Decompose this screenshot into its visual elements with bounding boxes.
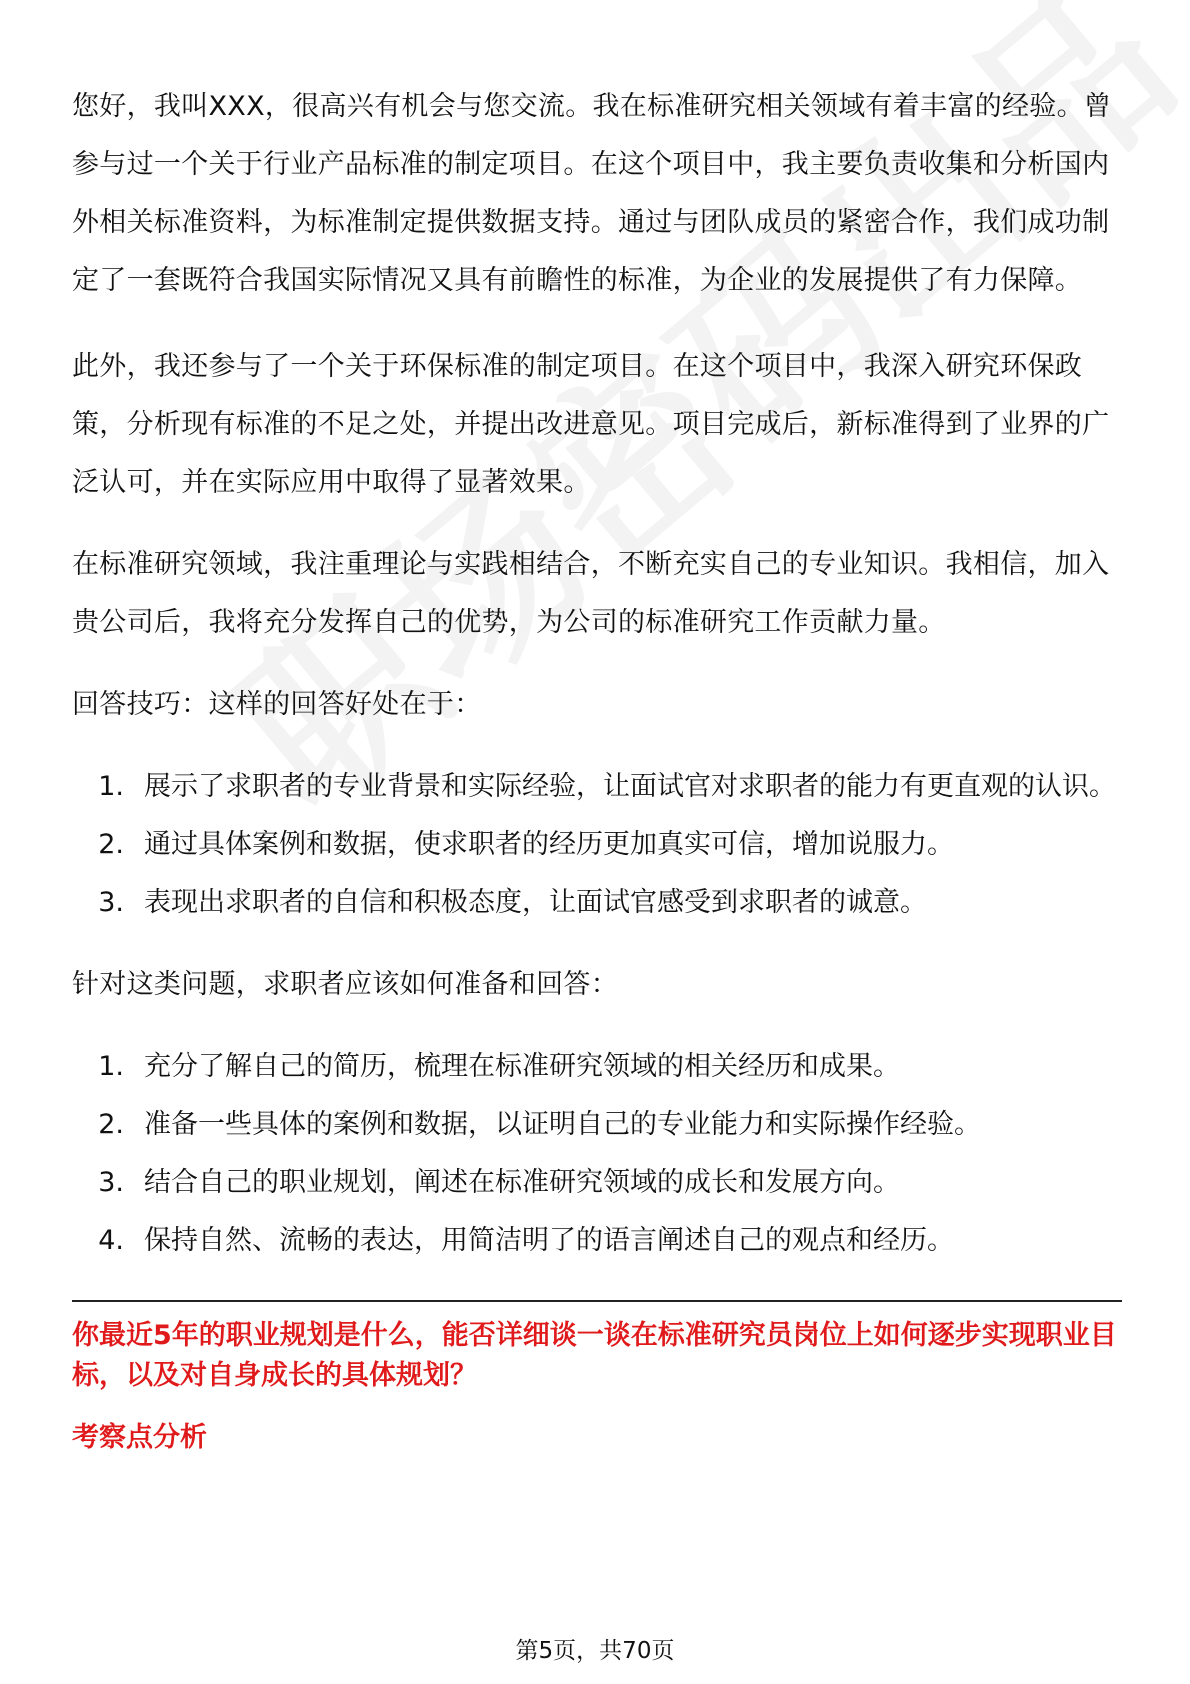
list-item <box>72 1154 1122 1212</box>
section-divider <box>72 1300 1122 1302</box>
tips-list <box>72 758 1122 932</box>
document-page <box>72 78 1122 1458</box>
list-text: 表现出求职者的自信和积极态度，让面试官感受到求职者的诚意。 <box>144 887 927 918</box>
list-text: 通过具体案例和数据，使求职者的经历更加真实可信，增加说服力。 <box>144 829 954 860</box>
next-question: 你最近5年的职业规划是什么，能否详细谈一谈在标准研究员岗位上如何逐步实现职业目标，以及对自身成长的具体规划？ <box>72 1320 1117 1391</box>
list-number: 1. <box>98 771 124 802</box>
list-text: 准备一些具体的案例和数据，以证明自己的专业能力和实际操作经验。 <box>144 1109 981 1140</box>
prep-list <box>72 1038 1122 1270</box>
list-number: 4. <box>98 1225 124 1256</box>
list-item <box>72 816 1122 874</box>
prep-heading: 针对这类问题，求职者应该如何准备和回答： <box>72 969 618 1000</box>
analysis-heading: 考察点分析 <box>72 1422 207 1453</box>
list-item <box>72 758 1122 816</box>
answer-paragraph-3: 在标准研究领域，我注重理论与实践相结合，不断充实自己的专业知识。我相信，加入贵公司后，我将充分发挥自己的优势，为公司的标准研究工作贡献力量。 <box>72 549 1110 638</box>
list-item <box>72 1212 1122 1270</box>
list-item <box>72 874 1122 932</box>
tips-heading: 回答技巧：这样的回答好处在于： <box>72 689 482 720</box>
list-number: 2. <box>98 829 124 860</box>
answer-paragraph-2: 此外，我还参与了一个关于环保标准的制定项目。在这个项目中，我深入研究环保政策，分析现有标准的不足之处，并提出改进意见。项目完成后，新标准得到了业界的广泛认可，并在实际应用中取得了显著效果。 <box>72 351 1110 498</box>
page-number: 第5页，共70页 <box>515 1638 675 1664</box>
list-item <box>72 1096 1122 1154</box>
list-text: 保持自然、流畅的表达，用简洁明了的语言阐述自己的观点和经历。 <box>144 1225 954 1256</box>
list-text: 充分了解自己的简历，梳理在标准研究领域的相关经历和成果。 <box>144 1051 900 1082</box>
list-number: 1. <box>98 1051 124 1082</box>
list-number: 2. <box>98 1109 124 1140</box>
answer-paragraph-1: 您好，我叫XXX，很高兴有机会与您交流。我在标准研究相关领域有着丰富的经验。曾参与过一个关于行业产品标准的制定项目。在这个项目中，我主要负责收集和分析国内外相关标准资料，为标准制定提供数据支持。通过与团队成员的紧密合作，我们成功制定了一套既符合我国实际情况又具有前瞻性的标准，为企业的发展提供了有力保障。 <box>72 91 1112 296</box>
list-text: 展示了求职者的专业背景和实际经验，让面试官对求职者的能力有更直观的认识。 <box>144 771 1116 802</box>
list-text: 结合自己的职业规划，阐述在标准研究领域的成长和发展方向。 <box>144 1167 900 1198</box>
list-number: 3. <box>98 887 124 918</box>
list-item <box>72 1038 1122 1096</box>
list-number: 3. <box>98 1167 124 1198</box>
